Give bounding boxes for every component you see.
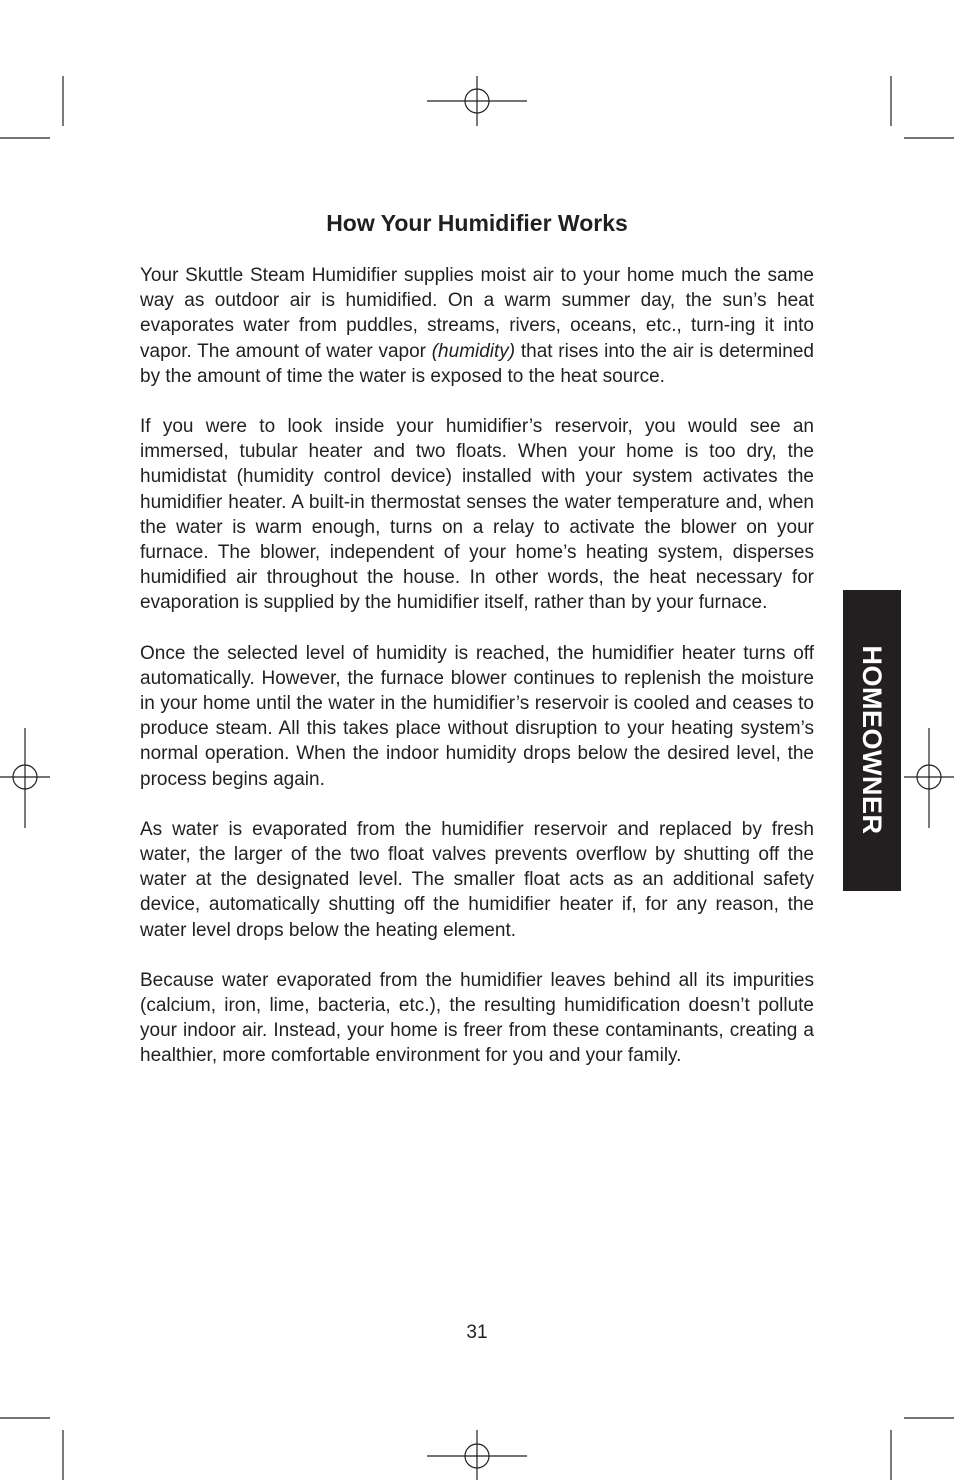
body-paragraph <box>140 641 814 792</box>
paragraph-text: Because water evaporated from the humidifier leaves behind all its impurities (calcium, iron, lime, bacteria, etc.), the resulting humidification doesn’t pollute your indoor air. Instead, your home is freer from these contaminants, creating a healthier, more comfortable environment for you and your family. <box>140 969 814 1067</box>
registration-mark-left <box>0 728 50 828</box>
italic-term: (humidity) <box>431 340 516 362</box>
registration-mark-top <box>427 76 527 126</box>
section-tab <box>843 590 901 891</box>
paragraph-text: If you were to look inside your humidifier’s reservoir, you would see an immersed, tubular heater and two floats. When your home is too dry, the humidistat (humidity control device) installed with your system activates the humidifier heater. A built-in thermostat senses the water temperature and, when the water is warm enough, turns on a relay to activate the blower on your furnace. The blower, independent of your home’s heating system, disperses humidified air throughout the house. In other words, the heat necessary for evaporation is supplied by the humidifier itself, rather than by your furnace. <box>140 416 814 614</box>
body-paragraph <box>140 263 814 389</box>
page-number: 31 <box>466 1322 488 1343</box>
registration-mark-bottom <box>427 1430 527 1480</box>
section-tab-label: HOMEOWNER <box>857 645 887 835</box>
registration-mark-right <box>904 728 954 828</box>
paragraph-text: Once the selected level of humidity is reached, the humidifier heater turns off automatically. However, the furnace blower continues to replenish the moisture in your home until the water in the humidifier’s reservoir is cooled and ceases to produce steam. All this takes place without disruption to your heating system’s normal operation. When the indoor humidity drops below the desired level, the process begins again. <box>140 642 814 790</box>
paragraph-text: As water is evaporated from the humidifier reservoir and replaced by fresh water, the larger of the two float valves prevents overflow by shutting off the water at the designated level. The smaller float acts as an additional safety device, automatically shutting off the humidifier heater if, for any reason, the water level drops below the heating element. <box>140 818 814 941</box>
page-title: How Your Humidifier Works <box>326 210 628 236</box>
body-paragraph <box>140 414 814 616</box>
paragraph-text: Your Skuttle Steam Humidifier supplies moist air to your home much the same way as outdoor air is humidified. On a warm summer day, the sun’s heat evaporates water from puddles, streams, rivers, oceans, etc., turn-ing it into vapor. The amount of water vapor <box>140 265 814 362</box>
body-text <box>140 263 814 1094</box>
body-paragraph <box>140 968 814 1069</box>
paragraph-text: that rises into the air is determined by the amount of time the water is exposed to the heat source. <box>140 340 814 387</box>
body-paragraph <box>140 817 814 943</box>
